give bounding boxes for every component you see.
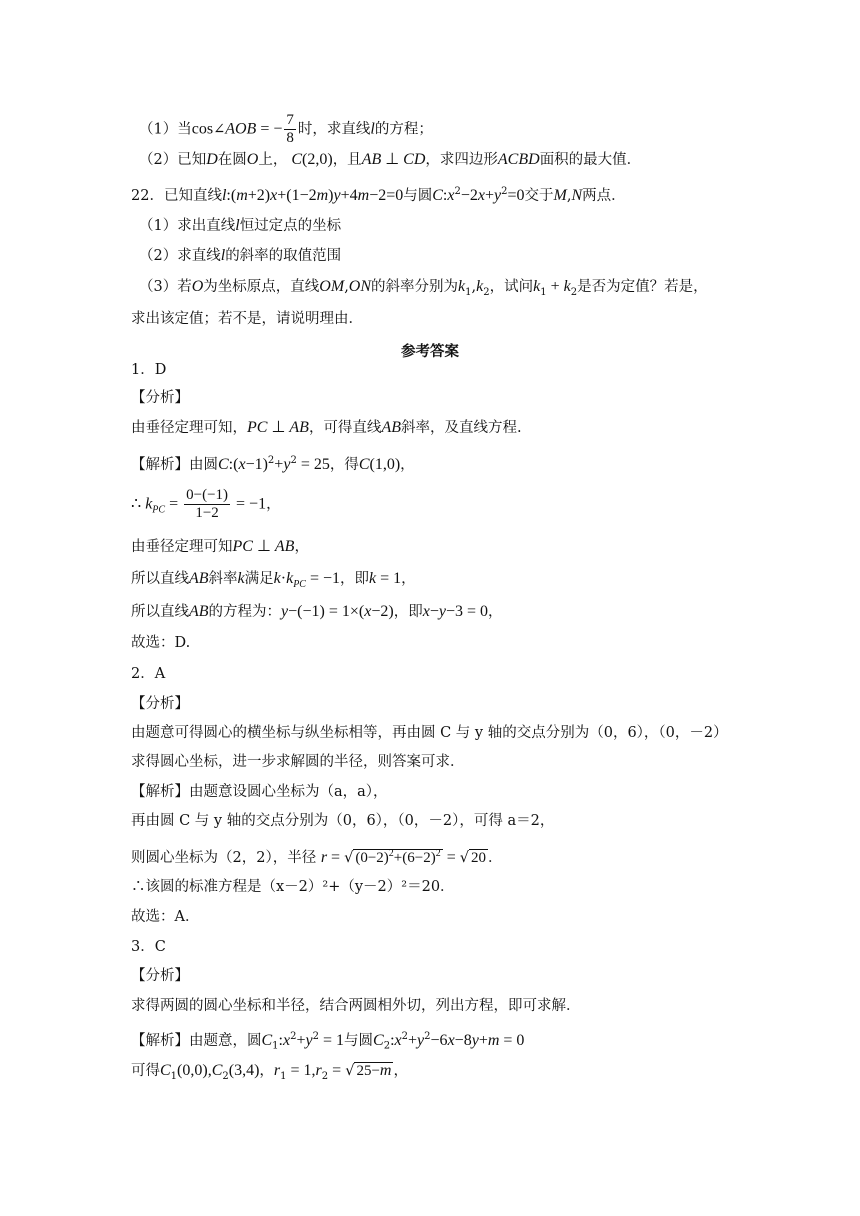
answer-3-analysis-heading: 【分析】 <box>131 968 189 984</box>
answer-1-slope-formula: ∴ $k_{PC}$ = $\frac{0-(-1)}{1-2}$ = −1， <box>131 487 281 521</box>
answer-1-label: 1．D <box>131 362 167 378</box>
question-22-stem: 22．已知直线l:(m+2)x+(1−2m)y+4m−2=0与圆$C:x^2-2x+y^2=0$交于M,N两点． <box>131 186 626 204</box>
answer-2-analysis-text-2: 求得圆心坐标，进一步求解圆的半径，则答案可求． <box>131 754 465 770</box>
answer-2-step-2: 则圆心坐标为（2，2），半径 r = √ $(0-2)^2+(6-2)^2$ = √ 20 ． <box>131 848 503 866</box>
question-22-part-3: （3）若O为坐标原点，直线OM,ON的斜率分别为$k_1,k_2$，试问$k_1 + k_2$是否为定值？若是， <box>139 278 708 298</box>
answer-1-analysis-text: 由垂径定理可知，PC ⊥ AB，可得直线AB斜率，及直线方程. <box>131 419 522 436</box>
question-22-part-3-cont: 求出该定值；若不是，请说明理由． <box>131 311 363 327</box>
question-22-part-1: （1）求出直线l恒过定点的坐标 <box>139 217 342 234</box>
answer-2-choice: 故选：A． <box>131 909 200 925</box>
answer-1-step-1: 由垂径定理可知PC ⊥ AB， <box>131 538 309 555</box>
answer-1-step-3: 所以直线AB的方程为：y−(−1) = 1×(x−2)，即x−y−3 = 0， <box>131 603 503 620</box>
question-21-part-2: （2）已知D在圆O上， C(2,0)，且AB ⊥ CD，求四边形ACBD面积的最大值． <box>139 151 642 168</box>
answer-3-analysis-text: 求得两圆的圆心坐标和半径，结合两圆相外切，列出方程，即可求解． <box>131 998 581 1014</box>
answer-2-step-1: 再由圆 C 与 y 轴的交点分别为（0，6），（0，－2），可得 a＝2， <box>131 813 555 829</box>
answer-1-analysis-heading: 【分析】 <box>131 390 189 406</box>
answer-2-solution-start: 【解析】由题意设圆心坐标为（a，a）， <box>131 784 388 800</box>
question-21-part-1: （1）当cos∠AOB = − $\frac{7}{8}$ 时，求直线l的方程； <box>139 112 433 146</box>
question-22-part-2: （2）求直线l的斜率的取值范围 <box>139 247 342 264</box>
answer-3-label: 3．C <box>131 939 166 955</box>
answer-1-step-2: 所以直线AB斜率k满足$k\cdot k_{PC} = -1$，即k = 1， <box>131 570 416 590</box>
answer-2-analysis-text-1: 由题意可得圆心的横坐标与纵坐标相等，再由圆 C 与 y 轴的交点分别为（0，6），（0，－2） <box>131 725 728 741</box>
answer-key-title: 参考答案 <box>401 344 459 360</box>
answer-3-solution-start: 【解析】由题意，圆$C_1:x^2+y^2 = 1$与圆$C_2:x^2+y^2-6x-8y+m = 0$ <box>131 1031 525 1052</box>
answer-2-analysis-heading: 【分析】 <box>131 696 189 712</box>
answer-2-step-3: ∴该圆的标准方程是（x－2）²+（y－2）²＝20． <box>131 879 455 895</box>
answer-1-solution-start: 【解析】由圆$C:(x-1)^2+y^2 = 25$，得C(1,0)， <box>131 455 415 473</box>
answer-1-choice: 故选：D. <box>131 635 191 651</box>
answer-3-step-1: 可得$C_1(0,0),C_2(3,4)$，$r_1 = 1,r_2$ = √ 25−m ， <box>131 1062 408 1082</box>
answer-2-label: 2．A <box>131 666 166 682</box>
